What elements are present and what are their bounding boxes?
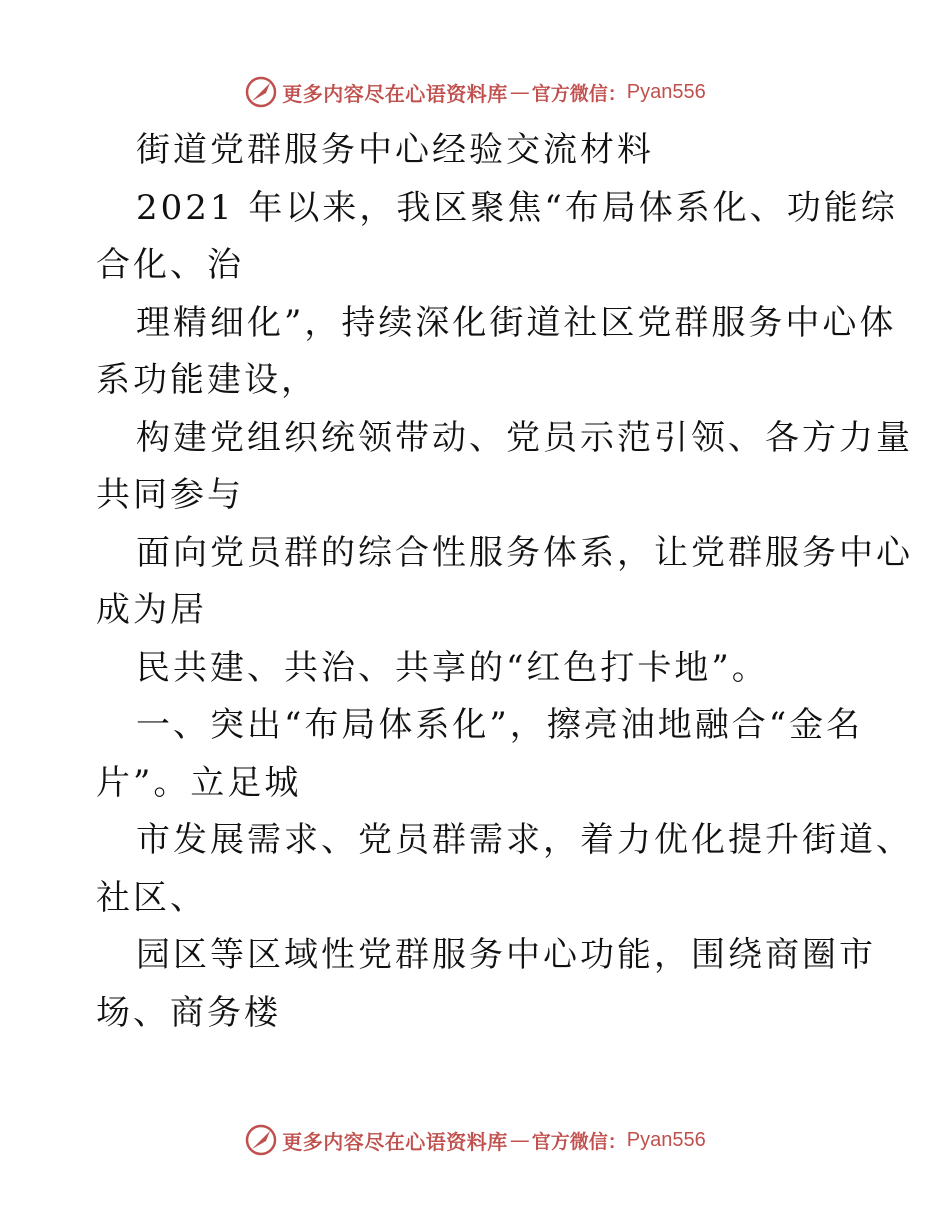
footer-banner bbox=[0, 1120, 950, 1160]
text-line: 民共建、共治、共享的“红色打卡地”。 bbox=[136, 647, 769, 688]
quill-logo-icon bbox=[244, 1123, 278, 1157]
text-line: 社区、 bbox=[96, 877, 207, 918]
text-line: 成为居 bbox=[96, 590, 207, 630]
banner-wechat-id: Pyan556 bbox=[626, 80, 706, 103]
quill-logo-icon bbox=[244, 75, 278, 109]
document-body bbox=[96, 122, 913, 1042]
banner-dash: — bbox=[509, 80, 530, 104]
text-line: 市发展需求、党员群需求，着力优化提升街道、 bbox=[136, 820, 913, 860]
text-line: 合化、治 bbox=[96, 245, 244, 285]
document-title: 街道党群服务中心经验交流材料 bbox=[136, 130, 654, 170]
banner-label: 官方微信： bbox=[531, 1130, 627, 1153]
section-heading-line: 一、突出“布局体系化”，擦亮油地融合“金名 bbox=[136, 705, 864, 745]
text-line: 系功能建设， bbox=[96, 360, 318, 400]
text-line: 场、商务楼 bbox=[96, 992, 281, 1033]
banner-label: 官方微信： bbox=[531, 82, 627, 105]
banner-wechat-id: Pyan556 bbox=[626, 1128, 706, 1151]
header-banner bbox=[0, 72, 950, 112]
text-line: 面向党员群的综合性服务体系，让党群服务中心 bbox=[136, 532, 913, 573]
text-line: 园区等区域性党群服务中心功能，围绕商圈市 bbox=[136, 935, 876, 975]
text-line: 理精细化”，持续深化街道社区党群服务中心体 bbox=[136, 302, 897, 343]
banner-main-text: 更多内容尽在心语资料库 bbox=[282, 1129, 508, 1154]
text-line: 2021 年以来，我区聚焦“布局体系化、功能综 bbox=[136, 187, 898, 228]
banner-main-text: 更多内容尽在心语资料库 bbox=[282, 81, 508, 106]
text-line: 片”。立足城 bbox=[96, 762, 302, 803]
text-line: 共同参与 bbox=[96, 475, 244, 515]
banner-dash: — bbox=[509, 1128, 530, 1152]
text-line: 构建党组织统领带动、党员示范引领、各方力量 bbox=[136, 417, 913, 458]
